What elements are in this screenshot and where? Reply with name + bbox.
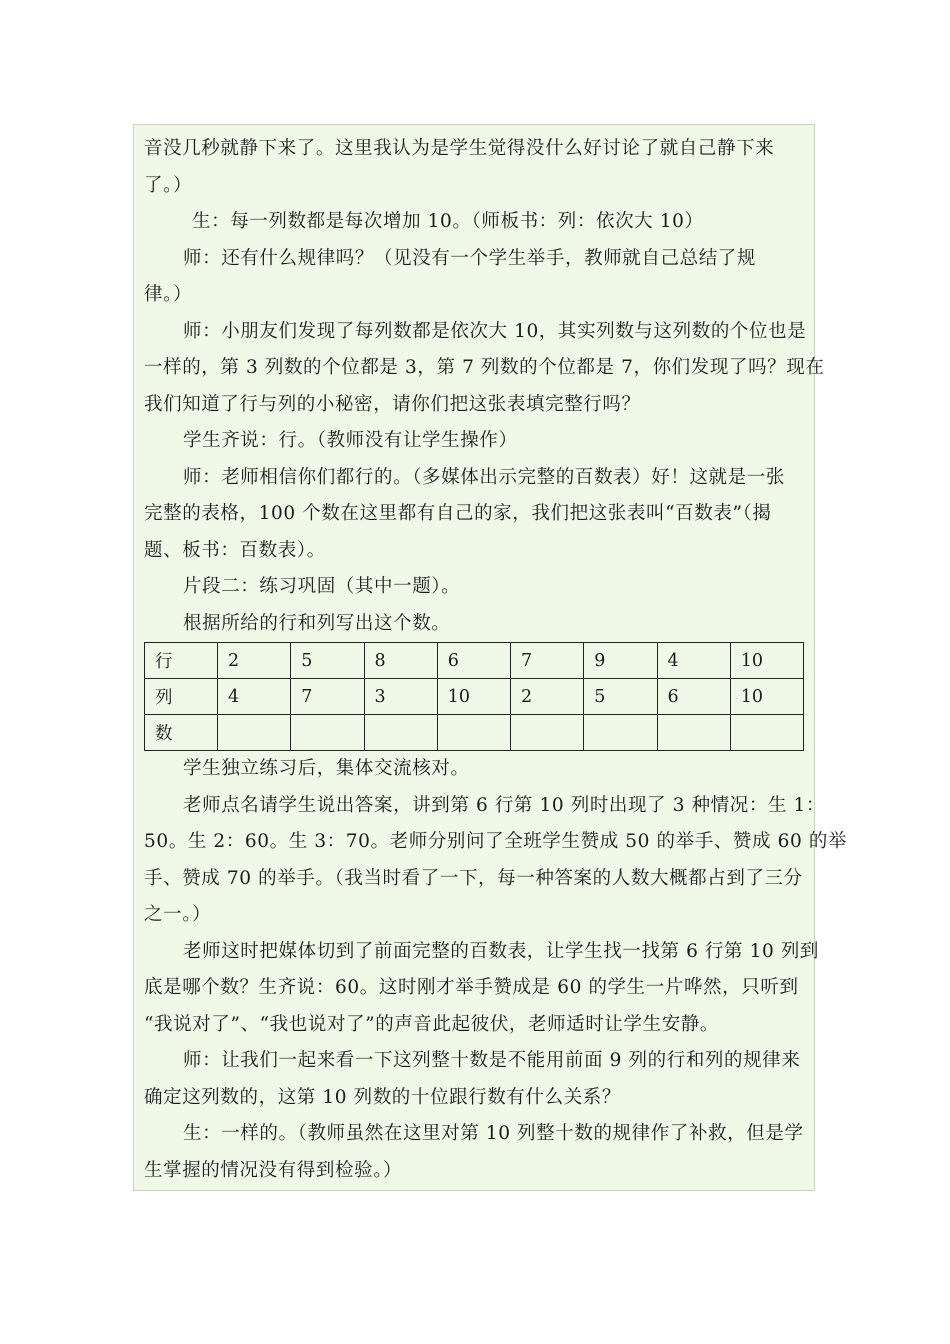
paragraph-line: 之一。） xyxy=(144,904,212,925)
table-cell xyxy=(730,715,803,751)
paragraph-line: 题、板书：百数表）。 xyxy=(144,539,326,561)
table-cell: 5 xyxy=(291,643,364,679)
table-cell: 7 xyxy=(291,679,364,715)
paragraph-line: 学生独立练习后，集体交流核对。 xyxy=(183,758,470,779)
row-label: 列 xyxy=(145,679,218,715)
table-cell: 2 xyxy=(511,679,584,715)
document-panel xyxy=(133,124,848,1191)
paragraph-line: 老师点名请学生说出答案，讲到第 6 行第 10 列时出现了 3 种情况：生 1： xyxy=(183,794,826,816)
paragraph-line: 师：还有什么规律吗？（见没有一个学生举手，教师就自己总结了规 xyxy=(183,247,757,269)
table-cell: 8 xyxy=(364,643,437,679)
paragraph-line: “我说对了”、“我也说对了”的声音此起彼伏，老师适时让学生安静。 xyxy=(144,1013,720,1035)
table-cell xyxy=(437,715,510,751)
table-cell: 2 xyxy=(218,643,291,679)
table-cell: 10 xyxy=(730,679,803,715)
table-cell: 7 xyxy=(511,643,584,679)
table-cell xyxy=(291,715,364,751)
paragraph-line: 老师这时把媒体切到了前面完整的百数表，让学生找一找第 6 行第 10 列到 xyxy=(183,940,820,962)
paragraph-line: 律。） xyxy=(144,284,193,305)
paragraph-line: 我们知道了行与列的小秘密，请你们把这张表填完整行吗？ xyxy=(144,393,641,415)
table-cell: 6 xyxy=(437,643,510,679)
table-row xyxy=(145,715,804,751)
paragraph-line: 底是哪个数？生齐说：60。这时刚才举手赞成是 60 的学生一片哗然，只听到 xyxy=(144,977,799,998)
paragraph-line: 生：每一列数都是每次增加 10。（师板书：列：依次大 10） xyxy=(192,211,704,232)
table-cell: 4 xyxy=(657,643,730,679)
section-heading: 片段二：练习巩固（其中一题）。 xyxy=(183,576,461,597)
table-cell xyxy=(511,715,584,751)
paragraph-line: 确定这列数的，这第 10 列数的十位跟行数有什么关系？ xyxy=(144,1086,622,1108)
table-cell xyxy=(364,715,437,751)
table-cell xyxy=(657,715,730,751)
exercise-table xyxy=(144,642,804,751)
paragraph-line: 学生齐说：行。（教师没有让学生操作） xyxy=(183,430,518,451)
paragraph-line: 手、赞成 70 的举手。（我当时看了一下，每一种答案的人数大概都占到了三分 xyxy=(144,867,803,889)
table-cell xyxy=(218,715,291,751)
table-cell: 9 xyxy=(584,643,657,679)
paragraph-line: 师：让我们一起来看一下这列整十数是不能用前面 9 列的行和列的规律来 xyxy=(183,1050,801,1071)
table-cell: 6 xyxy=(657,679,730,715)
paragraph-line: 生掌握的情况没有得到检验。） xyxy=(144,1159,403,1181)
table-cell: 10 xyxy=(730,643,803,679)
paragraph-line: 了。） xyxy=(144,174,193,196)
exercise-instruction: 根据所给的行和列写出这个数。 xyxy=(183,612,451,634)
row-label: 行 xyxy=(145,643,218,679)
paragraph-line: 师：小朋友们发现了每列数都是依次大 10，其实列数与这列数的个位也是 xyxy=(183,320,807,342)
paragraph-line: 音没几秒就静下来了。这里我认为是学生觉得没什么好讨论了就自己静下来 xyxy=(144,138,775,159)
paragraph-line: 完整的表格，100 个数在这里都有自己的家，我们把这张表叫“百数表”（揭 xyxy=(144,503,772,524)
table-cell: 10 xyxy=(437,679,510,715)
table-row xyxy=(145,679,804,715)
table-cell: 5 xyxy=(584,679,657,715)
table-row xyxy=(145,643,804,679)
paragraph-line: 生：一样的。（教师虽然在这里对第 10 列整十数的规律作了补救，但是学 xyxy=(183,1123,804,1144)
document-content xyxy=(144,131,848,1189)
row-label: 数 xyxy=(145,715,218,751)
paragraph-line: 师：老师相信你们都行的。（多媒体出示完整的百数表）好！这就是一张 xyxy=(183,466,785,488)
paragraph-line: 一样的，第 3 列数的个位都是 3，第 7 列数的个位都是 7，你们发现了吗？现在 xyxy=(144,357,825,378)
paragraph-line: 50。生 2：60。生 3：70。老师分别问了全班学生赞成 50 的举手、赞成 60 的举 xyxy=(144,831,848,852)
table-cell: 3 xyxy=(364,679,437,715)
table-cell: 4 xyxy=(218,679,291,715)
table-cell xyxy=(584,715,657,751)
